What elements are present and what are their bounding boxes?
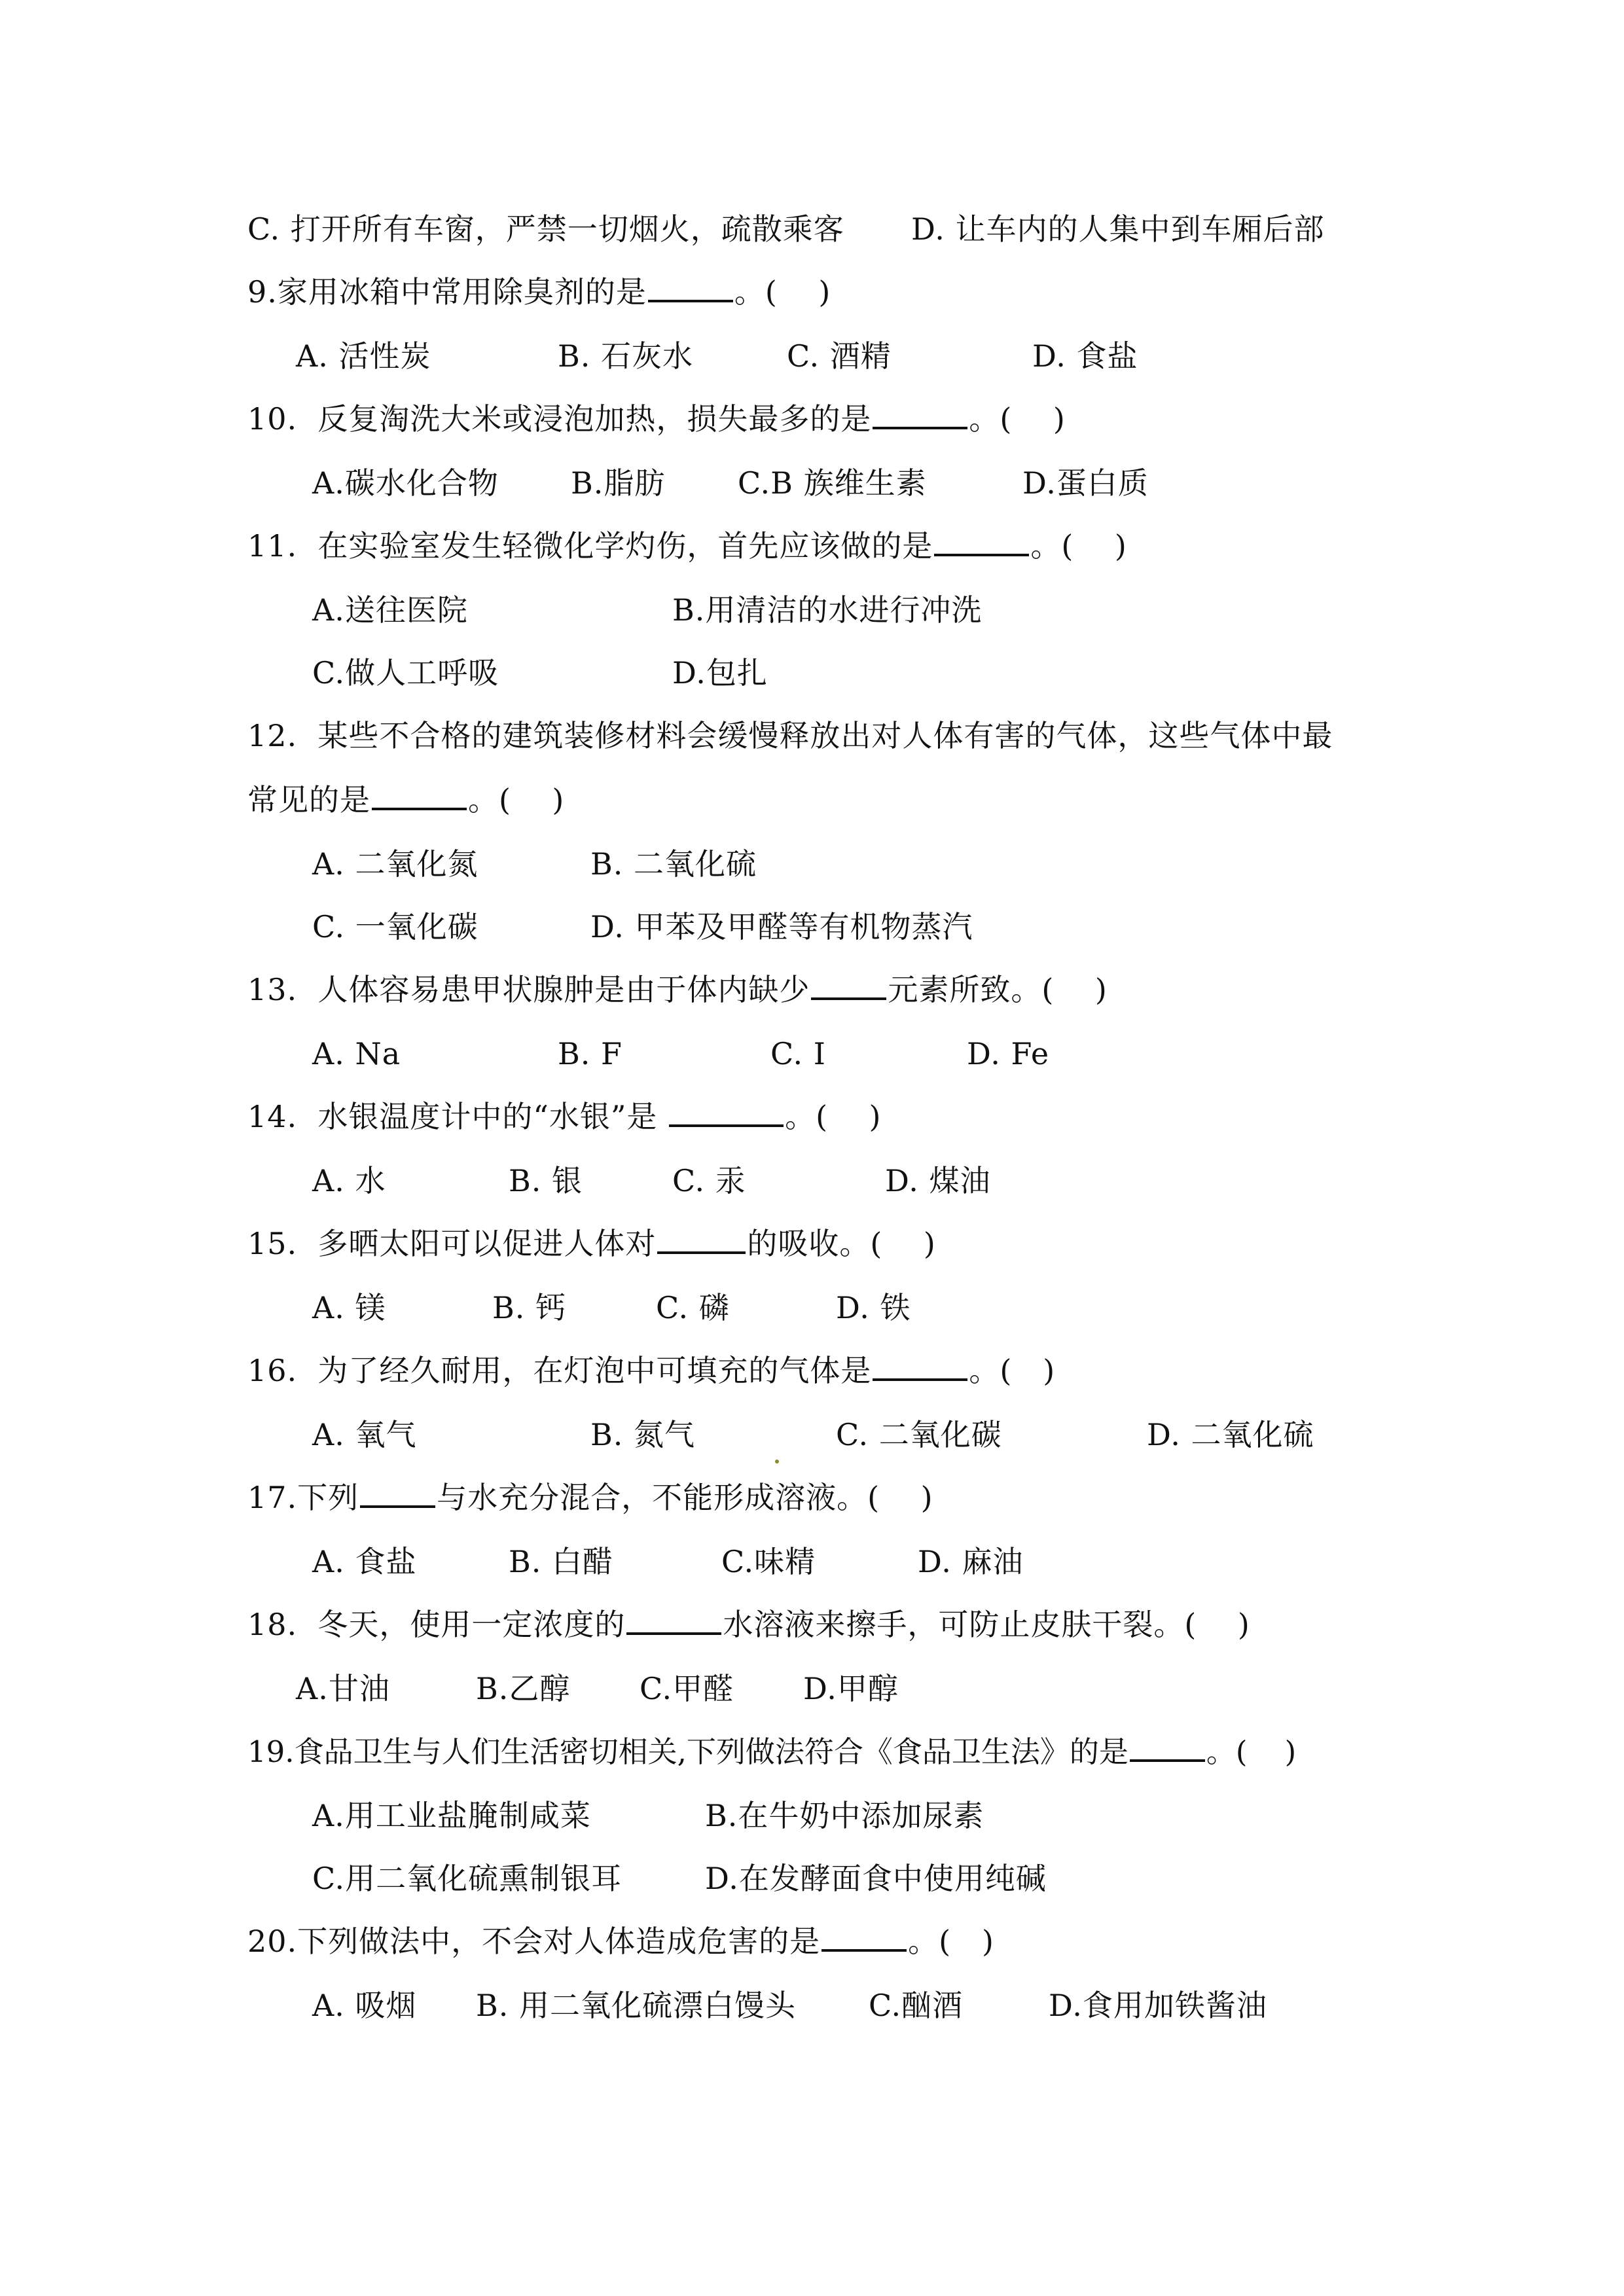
option-c: C. 打开所有车窗，严禁一切烟火，疏散乘客 — [247, 211, 844, 247]
option-b: B. 钙 — [492, 1290, 567, 1325]
option-b: B. 二氧化硫 — [590, 846, 757, 882]
answer-blank — [821, 1922, 907, 1952]
option-d: D.甲醇 — [803, 1671, 899, 1706]
answer-blank — [873, 1351, 967, 1381]
option-a: A. 吸烟 — [312, 1988, 417, 2023]
option-c: C. 酒精 — [787, 338, 892, 374]
question-stem-text: 10. 反复淘洗大米或浸泡加热，损失最多的是 — [247, 401, 872, 437]
option-d: D. Fe — [967, 1036, 1050, 1071]
question-stem-text: 元素所致。( ) — [888, 972, 1108, 1007]
option-d: D.在发酵面食中使用纯碱 — [705, 1861, 1047, 1896]
question-stem-text: 。( ) — [785, 1099, 882, 1134]
option-a: A.用工业盐腌制咸菜 — [312, 1798, 591, 1833]
option-c: C. 一氧化碳 — [312, 909, 478, 944]
question-stem-text: 。( ) — [734, 274, 831, 310]
question-stem: 12. 某些不合格的建筑装修材料会缓慢释放出对人体有害的气体，这些气体中最 — [247, 718, 1333, 753]
answer-blank — [648, 272, 733, 302]
question-stem-text: 。( ) — [969, 401, 1066, 437]
option-d: D.蛋白质 — [1022, 465, 1149, 501]
option-b: B. F — [558, 1036, 623, 1071]
answer-blank — [360, 1478, 435, 1508]
option-a: A. 食盐 — [312, 1544, 417, 1579]
option-c: C.做人工呼吸 — [312, 655, 499, 691]
option-b: B.乙醇 — [476, 1671, 571, 1706]
option-b: B. 氮气 — [590, 1417, 696, 1452]
option-c: C.味精 — [721, 1544, 816, 1579]
answer-blank — [657, 1224, 746, 1254]
answer-blank — [873, 399, 967, 429]
stray-dot — [775, 1460, 779, 1463]
option-d: D. 麻油 — [918, 1544, 1024, 1579]
option-b: B. 白醋 — [509, 1544, 614, 1579]
question-stem-text: 14. 水银温度计中的“水银”是 — [247, 1099, 668, 1134]
option-d: D. 二氧化硫 — [1147, 1417, 1314, 1452]
question-stem-text: 的吸收。( ) — [747, 1226, 936, 1261]
question-stem-text: 13. 人体容易患甲状腺肿是由于体内缺少 — [247, 972, 810, 1007]
answer-blank — [934, 526, 1029, 556]
question-stem — [247, 1732, 1296, 1772]
option-b: B.用清洁的水进行冲洗 — [672, 592, 983, 628]
question-stem-text: 。( ) — [1206, 1734, 1297, 1769]
question-stem — [247, 526, 1127, 565]
option-d: D.食用加铁酱油 — [1049, 1988, 1267, 2023]
answer-blank — [1130, 1732, 1205, 1762]
option-b: B.脂肪 — [571, 465, 666, 501]
question-stem — [247, 1097, 881, 1136]
question-stem-text: 17.下列 — [247, 1480, 359, 1515]
option-c: C.用二氧化硫熏制银耳 — [312, 1861, 623, 1896]
question-stem — [247, 399, 1066, 439]
question-stem-text: 。( ) — [468, 782, 565, 817]
option-c: C. I — [770, 1036, 826, 1071]
question-stem-text: 水溶液来擦手，可防止皮肤干裂。( ) — [723, 1607, 1250, 1642]
question-stem-text: 。( ) — [969, 1353, 1056, 1388]
option-b: B.在牛奶中添加尿素 — [705, 1798, 984, 1833]
option-d: D. 甲苯及甲醛等有机物蒸汽 — [590, 909, 973, 944]
answer-blank — [811, 970, 886, 1000]
option-c: C. 汞 — [672, 1163, 746, 1198]
answer-blank — [372, 780, 467, 810]
question-stem-text: 16. 为了经久耐用，在灯泡中可填充的气体是 — [247, 1353, 872, 1388]
option-c: C.酗酒 — [869, 1988, 964, 2023]
option-b: B. 石灰水 — [558, 338, 694, 374]
option-d: D.包扎 — [672, 655, 768, 691]
question-stem-text: 18. 冬天，使用一定浓度的 — [247, 1607, 626, 1642]
question-stem — [247, 1922, 994, 1961]
option-d: D. 食盐 — [1032, 338, 1138, 374]
question-stem-text: 19.食品卫生与人们生活密切相关,下列做法符合《食品卫生法》的是 — [247, 1734, 1128, 1769]
option-a: A. 镁 — [312, 1290, 386, 1325]
option-c: C.B 族维生素 — [738, 465, 927, 501]
option-d: D. 煤油 — [885, 1163, 991, 1198]
option-d: D. 让车内的人集中到车厢后部 — [911, 211, 1325, 247]
question-stem — [247, 1605, 1250, 1644]
answer-blank — [626, 1605, 721, 1635]
question-stem-text: 与水充分混合，不能形成溶液。( ) — [437, 1480, 933, 1515]
option-a: A. Na — [312, 1036, 401, 1071]
option-a: A.甘油 — [296, 1671, 390, 1706]
question-stem-text: 常见的是 — [247, 782, 370, 817]
option-d: D. 铁 — [836, 1290, 911, 1325]
question-stem-text: 。( ) — [908, 1924, 994, 1959]
option-a: A.碳水化合物 — [312, 465, 499, 501]
question-stem-text: 。( ) — [1030, 528, 1127, 564]
option-a: A. 水 — [312, 1163, 386, 1198]
question-stem-text: 15. 多晒太阳可以促进人体对 — [247, 1226, 657, 1261]
option-a: A.送往医院 — [312, 592, 468, 628]
answer-blank — [669, 1097, 784, 1127]
option-a: A. 氧气 — [312, 1417, 417, 1452]
option-c: C.甲醛 — [640, 1671, 734, 1706]
question-stem — [247, 272, 831, 312]
question-stem — [247, 1478, 933, 1517]
question-stem-text: 20.下列做法中，不会对人体造成危害的是 — [247, 1924, 821, 1959]
option-a: A. 二氧化氮 — [312, 846, 478, 882]
question-stem-text: 11. 在实验室发生轻微化学灼伤，首先应该做的是 — [247, 528, 933, 564]
option-c: C. 磷 — [656, 1290, 730, 1325]
option-b: B. 银 — [509, 1163, 583, 1198]
question-stem-text: 9.家用冰箱中常用除臭剂的是 — [247, 274, 647, 310]
option-b: B. 用二氧化硫漂白馒头 — [476, 1988, 797, 2023]
question-stem — [247, 780, 564, 819]
question-stem — [247, 970, 1108, 1009]
option-c: C. 二氧化碳 — [836, 1417, 1002, 1452]
question-stem — [247, 1351, 1055, 1390]
question-stem — [247, 1224, 936, 1263]
option-a: A. 活性炭 — [296, 338, 431, 374]
